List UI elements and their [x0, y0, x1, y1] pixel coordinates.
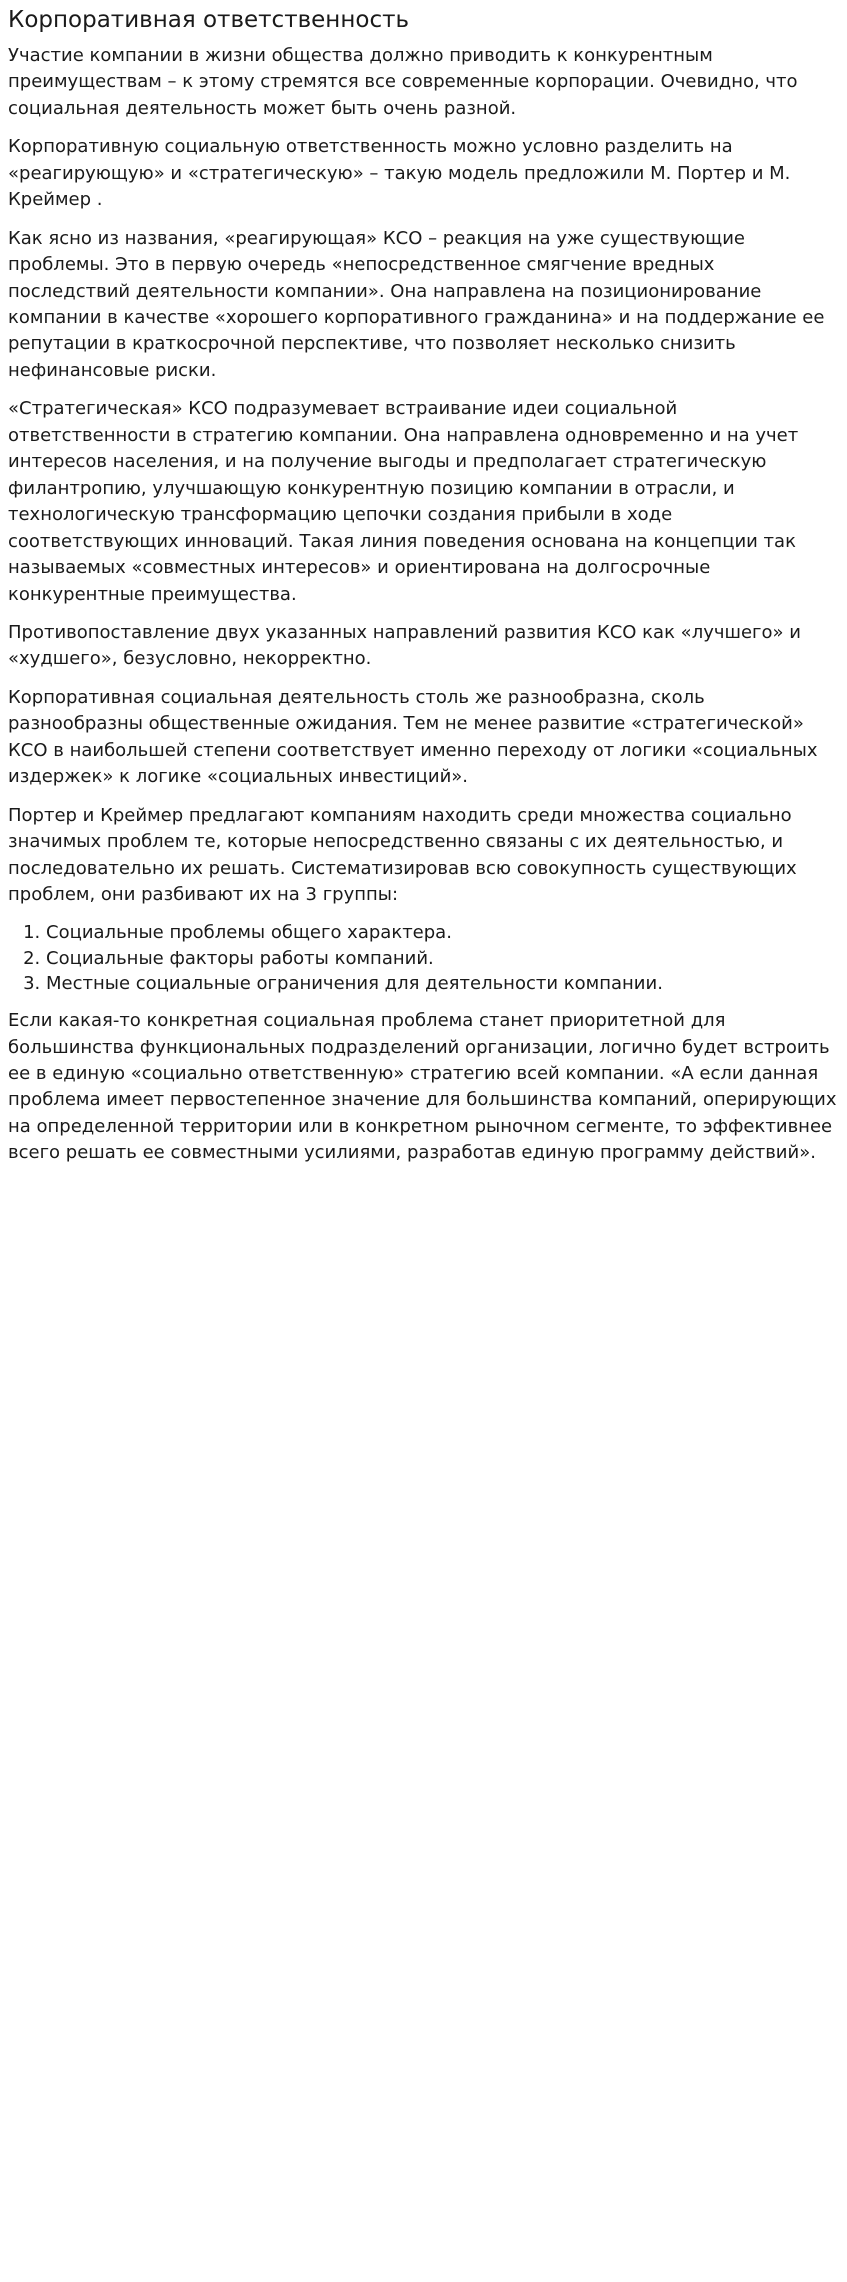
- paragraph: Как ясно из названия, «реагирующая» КСО – реакция на уже существующие проблемы. Это в первую очередь «непосредственное смягчение вредных последствий деятельности компании». Она направлена на позиционирование компании в качестве «хорошего корпоративного гражданина» и на поддержание ее репутации в краткосрочной перспективе, что позволяет несколько снизить нефинансовые риски.: [8, 227, 825, 381]
- paragraph: Портер и Креймер предлагают компаниям находить среди множества социально значимых проблем те, которые непосредственно связаны с их деятельностью, и последовательно их решать. Систематизировав всю совокупность существующих проблем, они разбивают их на 3 группы:: [8, 804, 797, 906]
- paragraph: «Стратегическая» КСО подразумевает встраивание идеи социальной ответственности в стратегию компании. Она направлена одновременно и на учет интересов населения, и на получение выгоды и предполагает стратегическую филантропию, улучшающую конкурентную позицию компании в отрасли, и технологическую трансформацию цепочки создания прибыли в ходе соответствующих инноваций. Такая линия поведения основана на концепции так называемых «совместных интересов» и ориентирована на долгосрочные конкурентные преимущества.: [8, 398, 799, 605]
- problem-groups-list: [8, 920, 839, 996]
- paragraph: Участие компании в жизни общества должно приводить к конкурентным преимуществам – к этому стремятся все современные корпорации. Очевидно, что социальная деятельность может быть очень разной.: [8, 44, 798, 119]
- article-title: Корпоративная ответственность: [8, 7, 410, 33]
- paragraph: Противопоставление двух указанных направлений развития КСО как «лучшего» и «худшего», безусловно, некорректно.: [8, 621, 801, 670]
- list-item: 3. Местные социальные ограничения для деятельности компании.: [46, 971, 839, 996]
- paragraph: Корпоративная социальная деятельность столь же разнообразна, сколь разнообразны общественные ожидания. Тем не менее развитие «стратегической» КСО в наибольшей степени соответствует именно переходу от логики «социальных издержек» к логике «социальных инвестиций».: [8, 686, 818, 788]
- list-item: 1. Социальные проблемы общего характера.: [46, 920, 839, 945]
- paragraph: Если какая-то конкретная социальная проблема станет приоритетной для большинства функциональных подразделений организации, логично будет встроить ее в единую «социально ответственную» стратегию всей компании. «А если данная проблема имеет первостепенное значение для большинства компаний, оперирующих на определенной территории или в конкретном рыночном сегменте, то эффективнее всего решать ее совместными усилиями, разработав единую программу действий».: [8, 1010, 837, 1164]
- paragraph: Корпоративную социальную ответственность можно условно разделить на «реагирующую» и «стратегическую» – такую модель предложили М. Портер и М. Креймер .: [8, 136, 791, 211]
- list-item: 2. Социальные факторы работы компаний.: [46, 946, 839, 971]
